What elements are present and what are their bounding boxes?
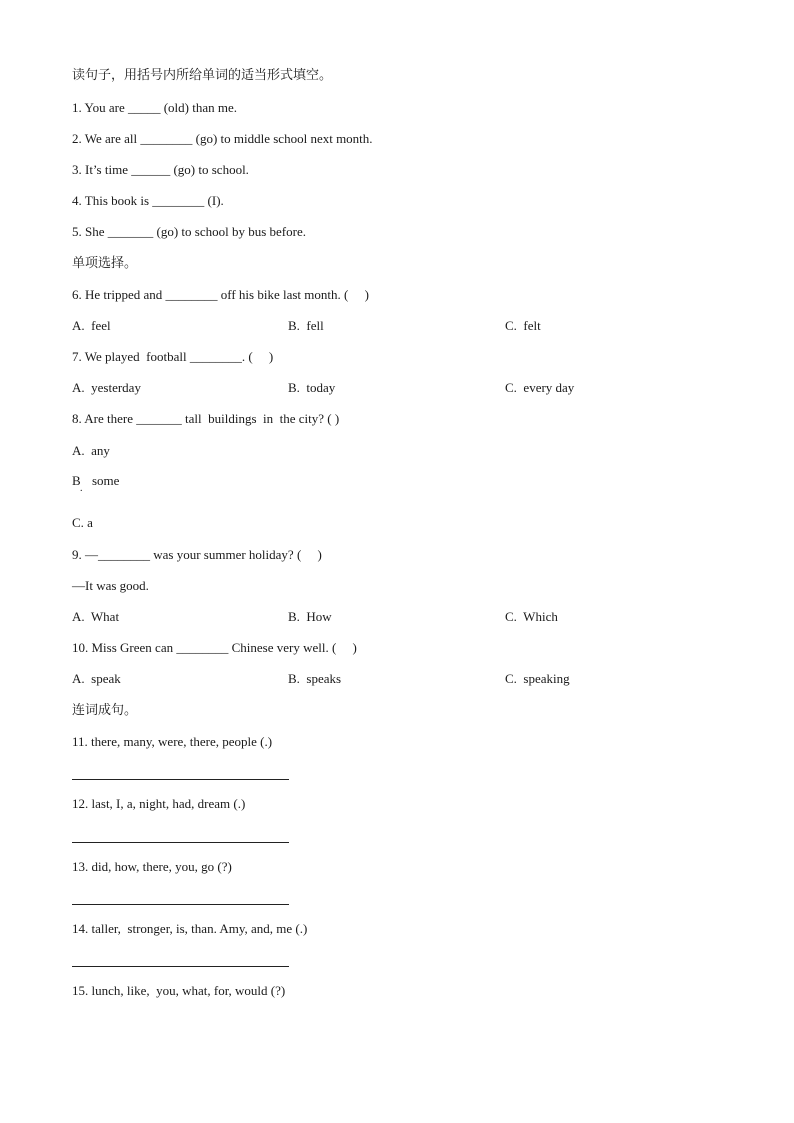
q8-option-c: C. a xyxy=(72,515,93,530)
q7-option-a: A. yesterday xyxy=(72,380,141,395)
question-5: 5. She _______ (go) to school by bus before. xyxy=(72,224,306,239)
section-title-fill-blanks: 读句子，用括号内所给单词的适当形式填空。 xyxy=(72,68,333,83)
answer-line-14 xyxy=(72,966,289,967)
question-7: 7. We played football ________. ( ) xyxy=(72,349,274,364)
question-12: 12. last, I, a, night, had, dream (.) xyxy=(72,796,246,811)
answer-line-11 xyxy=(72,779,289,780)
q7-option-b: B. today xyxy=(288,380,336,395)
q9-option-b: B. How xyxy=(288,609,332,624)
q8-option-b-dot: . xyxy=(80,483,83,494)
q8-option-b-text: some xyxy=(92,473,120,488)
q6-option-c: C. felt xyxy=(505,318,541,333)
question-13: 13. did, how, there, you, go (?) xyxy=(72,859,232,874)
answer-line-12 xyxy=(72,842,289,843)
question-9: 9. —________ was your summer holiday? ( ) xyxy=(72,547,322,562)
q6-option-a: A. feel xyxy=(72,318,111,333)
question-10: 10. Miss Green can ________ Chinese very well. ( ) xyxy=(72,640,357,655)
section-title-multiple-choice: 单项选择。 xyxy=(72,256,138,271)
question-11: 11. there, many, were, there, people (.) xyxy=(72,734,273,749)
q7-option-c: C. every day xyxy=(505,380,575,395)
question-1: 1. You are _____ (old) than me. xyxy=(72,100,238,115)
q10-option-b: B. speaks xyxy=(288,671,342,686)
question-2: 2. We are all ________ (go) to middle school next month. xyxy=(72,131,373,146)
q9-option-a: A. What xyxy=(72,609,120,624)
q10-option-c: C. speaking xyxy=(505,671,570,686)
question-15: 15. lunch, like, you, what, for, would (?) xyxy=(72,983,286,998)
q8-option-a: A. any xyxy=(72,443,110,458)
q6-option-b: B. fell xyxy=(288,318,324,333)
question-4: 4. This book is ________ (I). xyxy=(72,193,224,208)
q8-option-b-letter: B xyxy=(72,473,81,488)
section-title-word-order: 连词成句。 xyxy=(72,703,138,718)
question-3: 3. It’s time ______ (go) to school. xyxy=(72,162,249,177)
question-8: 8. Are there _______ tall buildings in the city? ( ) xyxy=(72,411,340,426)
question-6: 6. He tripped and ________ off his bike last month. ( ) xyxy=(72,287,369,302)
answer-line-13 xyxy=(72,904,289,905)
q10-option-a: A. speak xyxy=(72,671,121,686)
question-14: 14. taller, stronger, is, than. Amy, and, me (.) xyxy=(72,921,308,936)
q9-option-c: C. Which xyxy=(505,609,558,624)
question-9-reply: —It was good. xyxy=(72,578,149,593)
